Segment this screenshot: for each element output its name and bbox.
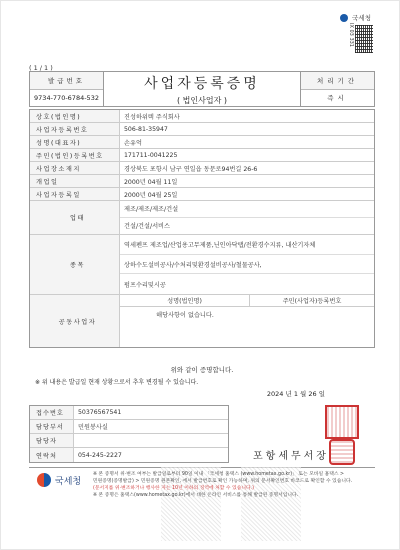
row-business-items (30, 235, 374, 295)
processing-period-value: 즉시 (327, 94, 348, 103)
joint-operators-label: 공동사업자 (30, 295, 120, 347)
business-number-label: 사업자등록번호 (30, 123, 120, 135)
serial-number: IX 03 331 (348, 23, 354, 47)
row-receipt-number (30, 406, 228, 420)
nts-badge (340, 13, 371, 22)
office-seal-icon (329, 439, 355, 465)
receipt-number-value: 50376567541 (78, 409, 122, 416)
nts-logo (37, 473, 81, 487)
department-value: 민원봉사실 (78, 424, 108, 431)
business-type-line: 건설/건설/서비스 (124, 223, 171, 231)
business-item-line: 상하수도설비공사/수처리및환경설비공사/철물공사, (120, 255, 374, 275)
business-item-line: 펌프수리및시공 (124, 281, 166, 289)
row-department (30, 420, 228, 434)
issue-number: 9734-770-6784-532 (34, 93, 99, 102)
document-title: 사업자등록증명 (144, 75, 260, 92)
joint-col-number: 주민(사업자)등록번호 (282, 298, 342, 305)
address-value: 경상북도 포항시 남구 연일읍 동문로94번길 26-6 (124, 165, 258, 173)
corporate-number-value: 171711-0041225 (124, 151, 178, 159)
staff-value (74, 434, 228, 447)
barcode-icon (355, 25, 373, 53)
main-table (29, 109, 375, 348)
header-table (29, 71, 375, 107)
representative-value: 손유억 (124, 139, 142, 147)
nts-logo-text: 국세청 (55, 476, 82, 487)
row-phone (30, 448, 228, 462)
official-seal-icon (325, 405, 359, 439)
nts-logo-icon (37, 473, 51, 487)
footnote-warning: (문서지를 위·변조하거나 행사한 자는 10년 이하의 징역에 처할 수 있습니다.) (93, 486, 255, 491)
company-name-value: 진성하위텍 주식회사 (124, 113, 180, 121)
business-type-line: 제조/제조/제조/건설 (120, 201, 374, 218)
business-number-value: 506-81-35947 (124, 125, 168, 133)
issue-date: 2024 년 1 월 26 일 (266, 390, 325, 398)
page-count: ( 1 / 1 ) (29, 64, 53, 72)
receipt-number-label: 접수번호 (30, 406, 74, 419)
department-label: 담당부서 (30, 420, 74, 433)
confirm-statement: 위와 같이 증명합니다. (170, 366, 234, 374)
processing-period-label: 처리기간 (301, 72, 374, 90)
row-company-name (30, 110, 374, 123)
nts-emblem-icon (340, 14, 348, 22)
footnote-line: ※ 본 증명은 홈택스(www.hometax.go.kr)에서 대한 온라인 서비스를 통해 발급된 증명서입니다. (93, 493, 299, 498)
issue-number-label: 발급번호 (30, 72, 103, 90)
joint-col-name: 성명(법인명) (120, 295, 250, 306)
registration-date-value: 2000년 04월 25일 (124, 191, 178, 199)
registration-date-label: 사업자등록일 (30, 188, 120, 200)
business-type-label: 업태 (30, 201, 120, 234)
notice-statement: ※ 위 내용은 발급일 현재 상황으로서 추후 변경될 수 있습니다. (35, 379, 199, 386)
tax-office-name: 포항세무서장 (253, 451, 329, 462)
row-staff (30, 434, 228, 448)
staff-label: 담당자 (30, 434, 74, 447)
opening-date-label: 개업일 (30, 175, 120, 187)
row-business-number (30, 123, 374, 136)
row-registration-date (30, 188, 374, 201)
business-item-line: 역세펜프 제조업/산업용고무제품,닌인아닥탭/전환경수지류, 내산기자체 (120, 235, 374, 255)
business-items-label: 종목 (30, 235, 120, 294)
contact-table (29, 405, 229, 463)
opening-date-value: 2000년 04월 11일 (124, 178, 178, 186)
corporate-number-label: 주민(법인)등록번호 (30, 149, 120, 161)
phone-label: 연락처 (30, 448, 74, 462)
phone-value: 054-245-2227 (78, 451, 122, 459)
row-representative (30, 136, 374, 149)
footnotes (93, 471, 375, 499)
footnote-line: 민원증명(증명발급) > 민원증명 원본확인, 에서 발급번호로 확인 가능하며, 위의 문서확인번호 바코드로 확인할 수 있습니다. (93, 479, 353, 484)
row-business-type (30, 201, 374, 235)
representative-label: 성명(대표자) (30, 136, 120, 148)
footnote-line: ※ 본 증명서 위·변조 여부는 발급일로부터 90일 이내 「국세청 홈택스 (www.hometax.go.kr)」 또는 모바일 홈택스 > (93, 472, 345, 477)
row-joint-operators (30, 295, 374, 347)
row-corporate-number (30, 149, 374, 162)
document-subtitle: ( 법인사업자 ) (177, 95, 227, 105)
row-address (30, 162, 374, 175)
nts-badge-label: 국세청 (352, 14, 371, 22)
company-name-label: 상호(법인명) (30, 110, 120, 122)
address-label: 사업장소재지 (30, 162, 120, 174)
row-opening-date (30, 175, 374, 188)
joint-empty-value: 해당사항이 없습니다. (156, 312, 214, 319)
